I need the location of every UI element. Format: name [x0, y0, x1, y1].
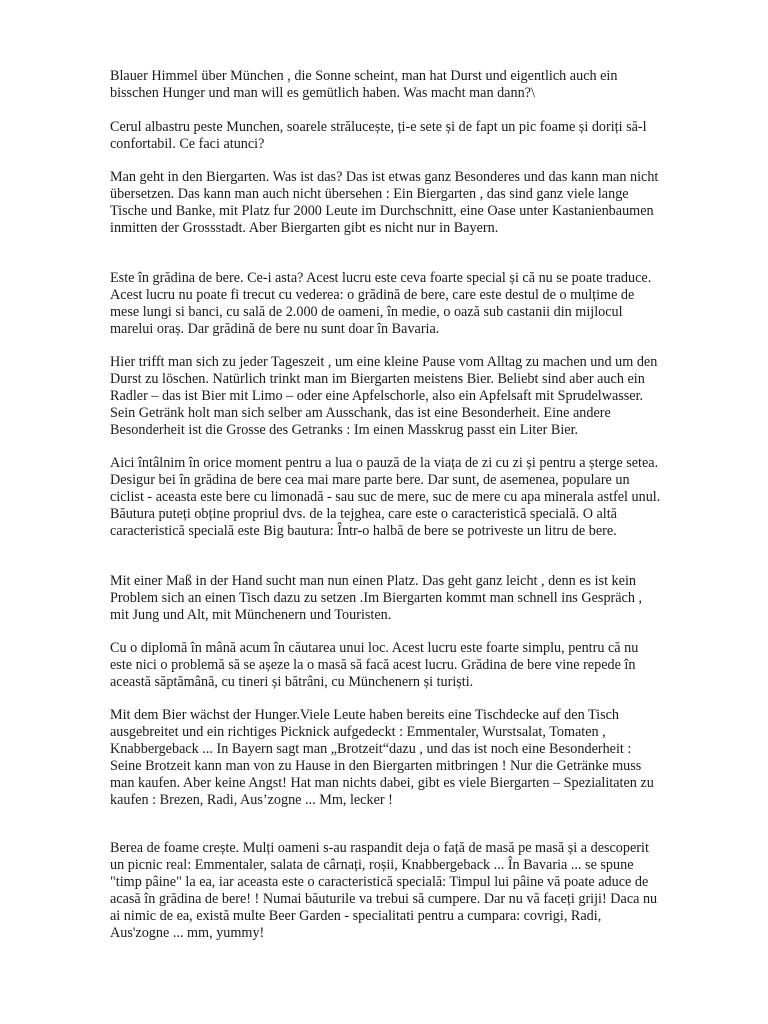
text-line: übersetzen. Das kann man auch nicht übersehen : Ein Biergarten , das sind ganz viele lange	[110, 185, 629, 202]
text-line: ai nimic de ea, există multe Beer Garden - specialitati pentru a cumpara: covrigi, Radi,	[110, 907, 602, 924]
text-line: Sein Getränk holt man sich selber am Ausschank, das ist eine Besonderheit. Eine andere	[110, 404, 611, 421]
text-line: Problem sich an einen Tisch dazu zu setzen .Im Biergarten kommt man schnell ins Gespräch ,	[110, 589, 643, 606]
text-line: ciclist - aceasta este bere cu limonadă - sau suc de mere, suc de mere cu apa minerala astfel unul.	[110, 488, 661, 505]
text-line: un picnic real: Emmentaler, salata de cârnați, roșii, Knabbergeback ... În Bavaria ... se spune	[110, 856, 634, 873]
text-line: bisschen Hunger und man will es gemütlich haben. Was macht man dann?\	[110, 84, 535, 101]
text-line: Aici întâlnim în orice moment pentru a lua o pauză de la viața de zi cu zi și pentru a șterge setea.	[110, 455, 659, 471]
text-line: Besonderheit ist die Grosse des Getranks : Im einen Masskrug passt ein Liter Bier.	[110, 421, 579, 438]
text-line: confortabil. Ce faci atunci?	[110, 135, 265, 152]
text-line: mit Jung und Alt, mit Münchenern und Touristen.	[110, 606, 392, 623]
paragraph-9	[110, 707, 720, 808]
text-line: acasă în grădina de bere! ! Numai băuturile va trebui să cumpere. Dar nu vă faceți griji! Daca nu	[110, 890, 658, 907]
text-line: "timp pâine" la ea, iar aceasta este o caracteristică specială: Timpul lui pâine vă poate aduce de	[110, 873, 649, 890]
text-line: inmitten der Grossstadt. Aber Biergarten gibt es nicht nur in Bayern.	[110, 219, 499, 236]
text-line: Mit einer Maß in der Hand sucht man nun einen Platz. Das geht ganz leicht , denn es ist kein	[110, 573, 636, 589]
paragraph-10	[110, 840, 720, 941]
paragraph-8	[110, 640, 720, 691]
text-line: Hier trifft man sich zu jeder Tageszeit , um eine kleine Pause vom Alltag zu machen und um den	[110, 354, 658, 370]
text-line: Berea de foame crește. Mulți oameni s-au raspandit deja o față de masă pe masă și a descoperit	[110, 840, 649, 856]
paragraph-3	[110, 169, 720, 237]
text-line: man kaufen. Aber keine Angst! Hat man nichts dabei, gibt es viele Biergarten – Spezialitaten zu	[110, 774, 654, 791]
text-line: mese lungi si banci, cu sală de 2.000 de oameni, în medie, o oază sub castanii din mijlocul	[110, 303, 623, 320]
paragraph-1	[110, 68, 720, 102]
text-line: Radler – das ist Bier mit Limo – oder eine Apfelschorle, also ein Apfelsaft mit Sprudelwasser.	[110, 387, 644, 404]
text-line: Mit dem Bier wächst der Hunger.Viele Leute haben bereits eine Tischdecke auf den Tisch	[110, 707, 619, 723]
text-line: Tische und Banke, mit Platz fur 2000 Leute im Durchschnitt, eine Oase unter Kastanienbaumen	[110, 202, 654, 219]
paragraph-6	[110, 455, 720, 540]
text-line: această săptămână, cu tineri și bătrâni, cu Münchenern și turiști.	[110, 673, 474, 690]
text-line: Aus'zogne ... mm, yummy!	[110, 924, 265, 941]
paragraph-4	[110, 270, 720, 338]
text-line: Blauer Himmel über München , die Sonne scheint, man hat Durst und eigentlich auch ein	[110, 68, 618, 84]
text-line: Man geht in den Biergarten. Was ist das? Das ist etwas ganz Besonderes und das kann man nicht	[110, 169, 659, 185]
text-line: Seine Brotzeit kann man von zu Hause in den Biergarten mitbringen ! Nur die Getränke muss	[110, 757, 642, 774]
text-line: Knabbergeback ... In Bayern sagt man „Brotzeit“dazu , und das ist noch eine Besonderheit :	[110, 740, 632, 757]
paragraph-5	[110, 354, 720, 439]
text-line: kaufen : Brezen, Radi, Aus’zogne ... Mm, lecker !	[110, 791, 393, 808]
text-line: Cu o diplomă în mână acum în căutarea unui loc. Acest lucru este foarte simplu, pentru că nu	[110, 640, 639, 656]
text-line: Acest lucru nu poate fi trecut cu vederea: o grădină de bere, care este destul de o mulțime de	[110, 286, 635, 303]
text-line: este nici o problemă să se așeze la o masă să facă acest lucru. Grădina de bere vine repede în	[110, 656, 636, 673]
text-line: Băutura puteți obține propriul dvs. de la tejghea, care este o caracteristică specială. O altă	[110, 505, 617, 522]
text-line: caracteristică specială este Big bautura: Într-o halbă de bere se potriveste un litru de bere.	[110, 522, 617, 539]
text-line: marelui oraș. Dar grădină de bere nu sunt doar în Bavaria.	[110, 320, 440, 337]
text-line: Este în grădina de bere. Ce-i asta? Acest lucru este ceva foarte special și că nu se poate traduce.	[110, 270, 652, 286]
paragraph-2	[110, 119, 720, 153]
text-line: ausgebreitet und ein richtiges Picknick aufgedeckt : Emmentaler, Wurstsalat, Tomaten ,	[110, 723, 606, 740]
paragraph-7	[110, 573, 720, 624]
text-line: Durst zu löschen. Natürlich trinkt man im Biergarten meistens Bier. Beliebt sind aber auch ein	[110, 370, 645, 387]
text-line: Desigur bei în grădina de bere cea mai mare parte bere. Dar sunt, de asemenea, populare un	[110, 471, 630, 488]
text-line: Cerul albastru peste Munchen, soarele strălucește, ți-e sete și de fapt un pic foame și doriți să-l	[110, 119, 647, 135]
